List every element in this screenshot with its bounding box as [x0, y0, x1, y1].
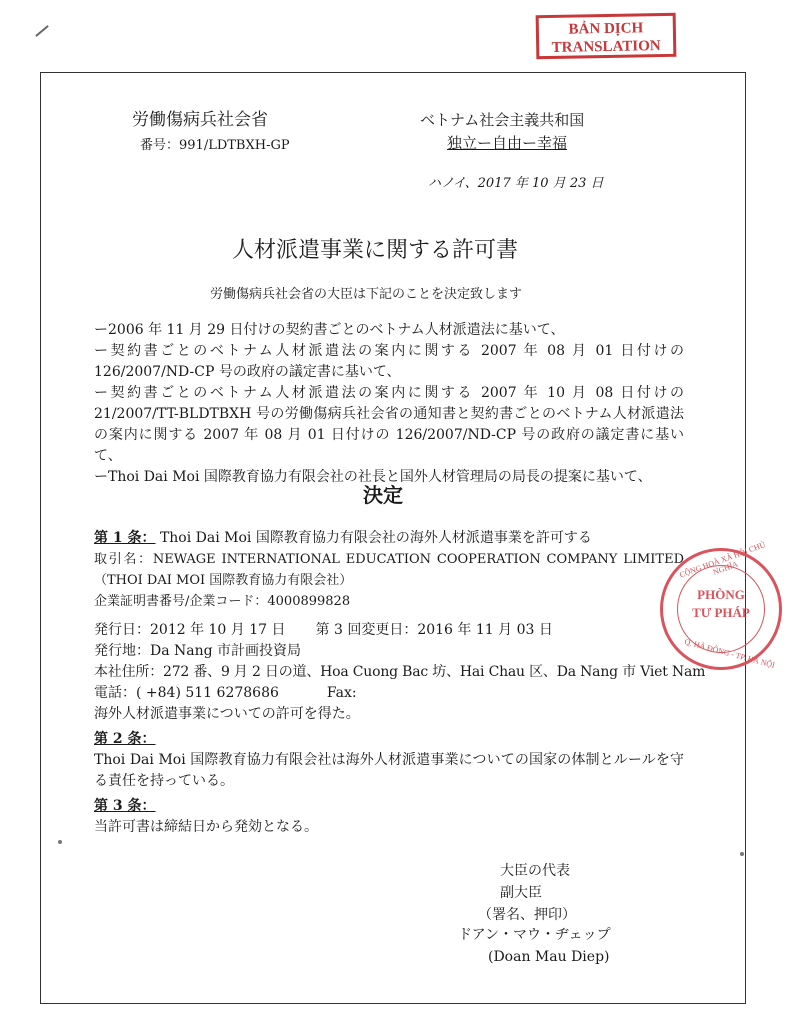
dateline: ハノイ、2017 年 10 月 23 日	[428, 176, 604, 191]
signature-line-3: （署名、押印）	[478, 907, 576, 923]
seal-line-2: TƯ PHÁP	[692, 605, 750, 620]
ministry-name: 労働傷病兵社会省	[132, 110, 268, 130]
scan-speck	[58, 840, 62, 844]
article-3-text: 当許可書は締結日から発効となる。	[94, 819, 318, 835]
legal-bases	[94, 320, 684, 488]
translation-stamp-line2: TRANSLATION	[551, 38, 661, 56]
phone: 電話：( +84) 511 6278686	[94, 685, 279, 701]
scan-speck	[740, 852, 744, 856]
basis-4: ーThoi Dai Moi 国際教育協力有限会社の社長と国外人材管理局の局長の提案に基いて、	[94, 469, 652, 485]
article-1-text: Thoi Dai Moi 国際教育協力有限会社の海外人材派遣事業を許可する	[155, 530, 592, 546]
trade-name: 取引名：NEWAGE INTERNATIONAL EDUCATION COOPERATION COMPANY LIMITED（THOI DAI MOI 国際教育協力有限会社）	[94, 552, 684, 588]
basis-1: ー2006 年 11 月 29 日付けの契約書ごとのベトナム人材派遣法に基いて、	[94, 322, 565, 338]
article-2-text: Thoi Dai Moi 国際教育協力有限会社は海外人材派遣事業についての国家の体制とルールを守る責任を持っている。	[94, 752, 684, 789]
seal-line-1: PHÒNG	[697, 587, 745, 602]
decision-heading: 決定	[363, 483, 403, 507]
intro-text: 労働傷病兵社会省の大臣は下記のことを決定致します	[210, 287, 523, 302]
permit-statement: 海外人材派遣事業についての許可を得た。	[94, 706, 360, 722]
basis-2: ー契約書ごとのベトナム人材派遣法の案内に関する 2007 年 08 月 01 日付けの 126/2007/ND-CP 号の政府の議定書に基いて、	[94, 343, 684, 380]
article-2-label: 第 2 条：	[94, 731, 156, 747]
contact-row	[94, 683, 684, 704]
national-motto: 独立ー自由ー幸福	[447, 134, 568, 152]
scan-mark	[35, 25, 49, 37]
seal-top-arc: CỘNG HOÀ XÃ HỘI CHỦ NGHĨA	[678, 540, 767, 580]
document-number: 番号：991/LDTBXH-GP	[140, 138, 290, 153]
justice-office-seal	[660, 540, 782, 670]
article-1-label: 第 1 条：	[94, 530, 156, 546]
translation-stamp	[536, 13, 677, 59]
translation-stamp-line1: BẢN DỊCH	[568, 20, 644, 38]
signer-name-latin: (Doan Mau Diep)	[488, 949, 610, 965]
change-date: 第 3 回変更日：2016 年 11 月 03 日	[315, 622, 553, 638]
fax: Fax:	[326, 685, 357, 701]
signer-name-katakana: ドアン・マウ・ヂェップ	[458, 927, 611, 943]
head-office-address: 本社住所：272 番、9 月 2 日の道、Hoa Cuong Bac 坊、Hai Chau 区、Da Nang 市 Viet Nam	[94, 664, 706, 680]
seal-bottom-arc: Q. HÀ ĐÔNG - TP. HÀ NỘI	[683, 637, 776, 670]
issue-date: 発行日：2012 年 10 月 17 日	[94, 622, 286, 638]
country-name: ベトナム社会主義共和国	[420, 111, 585, 129]
document-title: 人材派遣事業に関する許可書	[232, 238, 519, 263]
article-1-heading	[94, 528, 684, 549]
certificate-number: 企業証明書番号/企業コード：4000899828	[94, 594, 351, 609]
signature-line-2: 副大臣	[500, 885, 542, 901]
signature-line-1: 大臣の代表	[500, 863, 570, 879]
basis-3: ー契約書ごとのベトナム人材派遣法の案内に関する 2007 年 10 月 08 日付けの 21/2007/TT-BLDTBXH 号の労働傷病兵社会省の通知書と契約書ごとのベトナム人材派遣法の案内に関する 2007 年 08 月 01 日付けの 126/2007/ND-CP 号の政府の議定書に基いて、	[94, 385, 684, 464]
issue-dates-row	[94, 620, 684, 641]
article-1	[94, 528, 706, 838]
issue-place: 発行地：Da Nang 市計画投資局	[94, 643, 302, 659]
article-3-label: 第 3 条：	[94, 798, 156, 814]
